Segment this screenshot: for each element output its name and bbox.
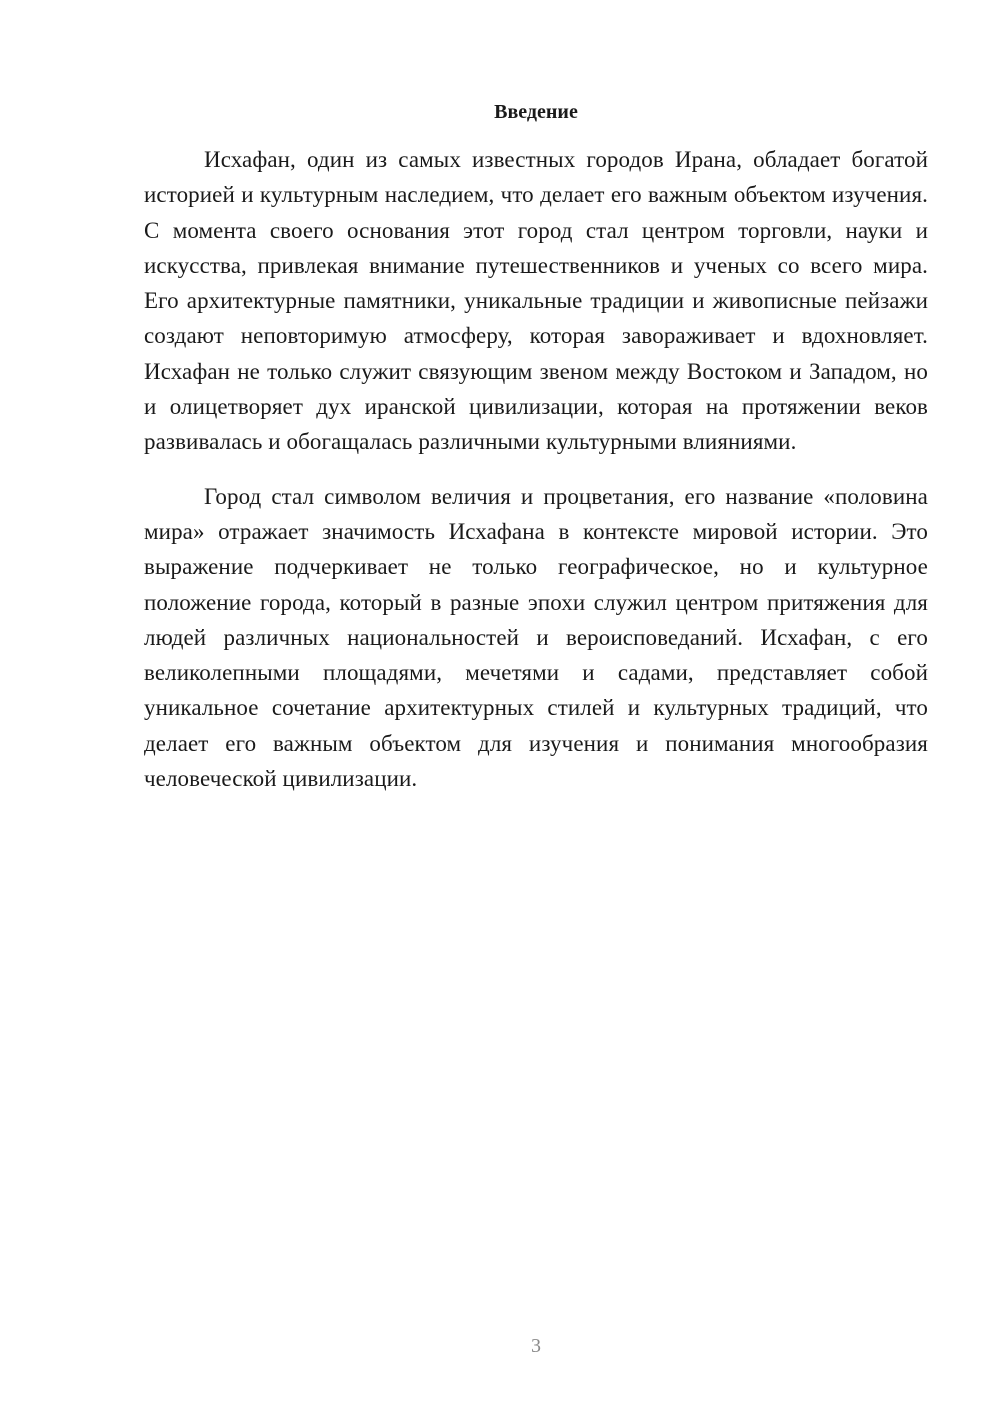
paragraph-1: Исхафан, один из самых известных городов Ирана, обладает богатой историей и культурным наследием, что делает его важным объектом изучения. С момента своего основания этот город стал центром торговли, науки и искусства, привлекая внимание путешественников и ученых со всего мира. Его архитектурные памятники, уникальные традиции и живописные пейзажи создают неповторимую атмосферу, которая завораживает и вдохновляет. Исхафан не только служит связующим звеном между Востоком и Западом, но и олицетворяет дух иранской цивилизации, которая на протяжении веков развивалась и обогащалась различными культурными влияниями. (144, 147, 928, 455)
paragraph-2: Город стал символом величия и процветания, его название «половина мира» отражает значимость Исхафана в контексте мировой истории. Это выражение подчеркивает не только географическое, но и культурное положение города, который в разные эпохи служил центром притяжения для людей различных национальностей и вероисповеданий. Исхафан, с его великолепными площадями, мечетями и садами, представляет собой уникальное сочетание архитектурных стилей и культурных традиций, что делает его важным объектом для изучения и понимания многообразия человеческой цивилизации. (144, 483, 928, 792)
body-text (144, 142, 928, 815)
page-number: 3 (531, 1335, 541, 1357)
section-heading: Введение (494, 101, 578, 123)
